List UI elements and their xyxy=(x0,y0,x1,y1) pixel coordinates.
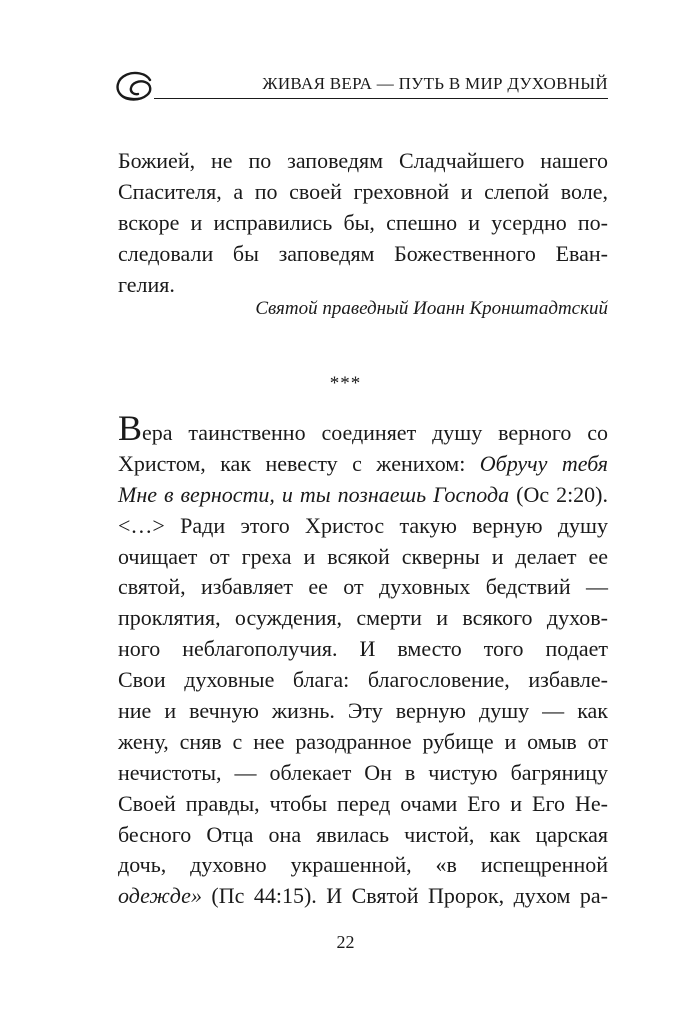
passage-line: святой, избавляет ее от духовных бедствий — xyxy=(118,574,608,600)
passage-line: жену, сняв с нее разодранное рубище и омыв от xyxy=(118,728,608,754)
scripture-reference: (Пс 44:15). И Святой Пророк, духом ра- xyxy=(201,883,608,909)
drop-cap: В xyxy=(118,408,143,448)
running-header-title: ЖИВАЯ ВЕРА — ПУТЬ В МИР ДУХОВНЫЙ xyxy=(262,74,608,93)
scripture-quote: одежде» xyxy=(118,883,202,909)
passage-line xyxy=(118,449,608,480)
running-header xyxy=(112,68,608,108)
passage-line xyxy=(118,408,608,449)
passage-block xyxy=(118,408,609,912)
quote-line: Спасителя, а по своей греховной и слепой воле, xyxy=(118,178,608,204)
header-rule xyxy=(154,98,608,99)
passage-line: дочь, духовно украшенной, «в испещренной xyxy=(118,852,608,878)
passage-line xyxy=(118,480,608,511)
swirl-ornament-icon xyxy=(112,70,156,102)
passage-line xyxy=(118,881,608,912)
passage-line: очищает от греха и всякой скверны и делает ее xyxy=(118,543,608,569)
passage-line: Своей правды, чтобы перед очами Его и Его Не- xyxy=(118,790,608,816)
passage-line: бесного Отца она явилась чистой, как царская xyxy=(118,821,608,847)
scripture-quote: Обручу тебя xyxy=(479,450,608,476)
section-separator: *** xyxy=(329,373,362,394)
passage-line: нечистоты, — облекает Он в чистую багряницу xyxy=(118,759,608,785)
scripture-reference: (Ос 2:20). xyxy=(509,481,609,507)
passage-line: Свои духовные блага: благословение, избавле- xyxy=(118,667,608,693)
quote-line: Божией, не по заповедям Сладчайшего нашего xyxy=(118,148,608,173)
scripture-quote: Мне в верности, и ты познаешь Господа xyxy=(118,481,510,507)
quote-line: следовали бы заповедям Божественного Еван- xyxy=(118,240,608,266)
quote-attribution: Святой праведный Иоанн Кронштадтский xyxy=(255,298,608,319)
passage-line: проклятия, осуждения, смерти и всякого духов- xyxy=(118,605,608,631)
quote-line: вскоре и исправились бы, спешно и усердно по- xyxy=(118,209,608,235)
passage-text: ера таинственно соединяет душу верного со xyxy=(142,420,608,445)
quote-line: гелия. xyxy=(118,271,175,297)
page-number: 22 xyxy=(336,932,355,952)
passage-line: ного неблагополучия. И вместо того подает xyxy=(118,636,608,662)
passage-line: ние и вечную жизнь. Эту верную душу — как xyxy=(118,698,608,724)
quote-block xyxy=(118,146,608,300)
passage-line: <…> Ради этого Христос такую верную душу xyxy=(118,512,608,538)
passage-text: Христом, как невесту с женихом: xyxy=(118,450,480,476)
